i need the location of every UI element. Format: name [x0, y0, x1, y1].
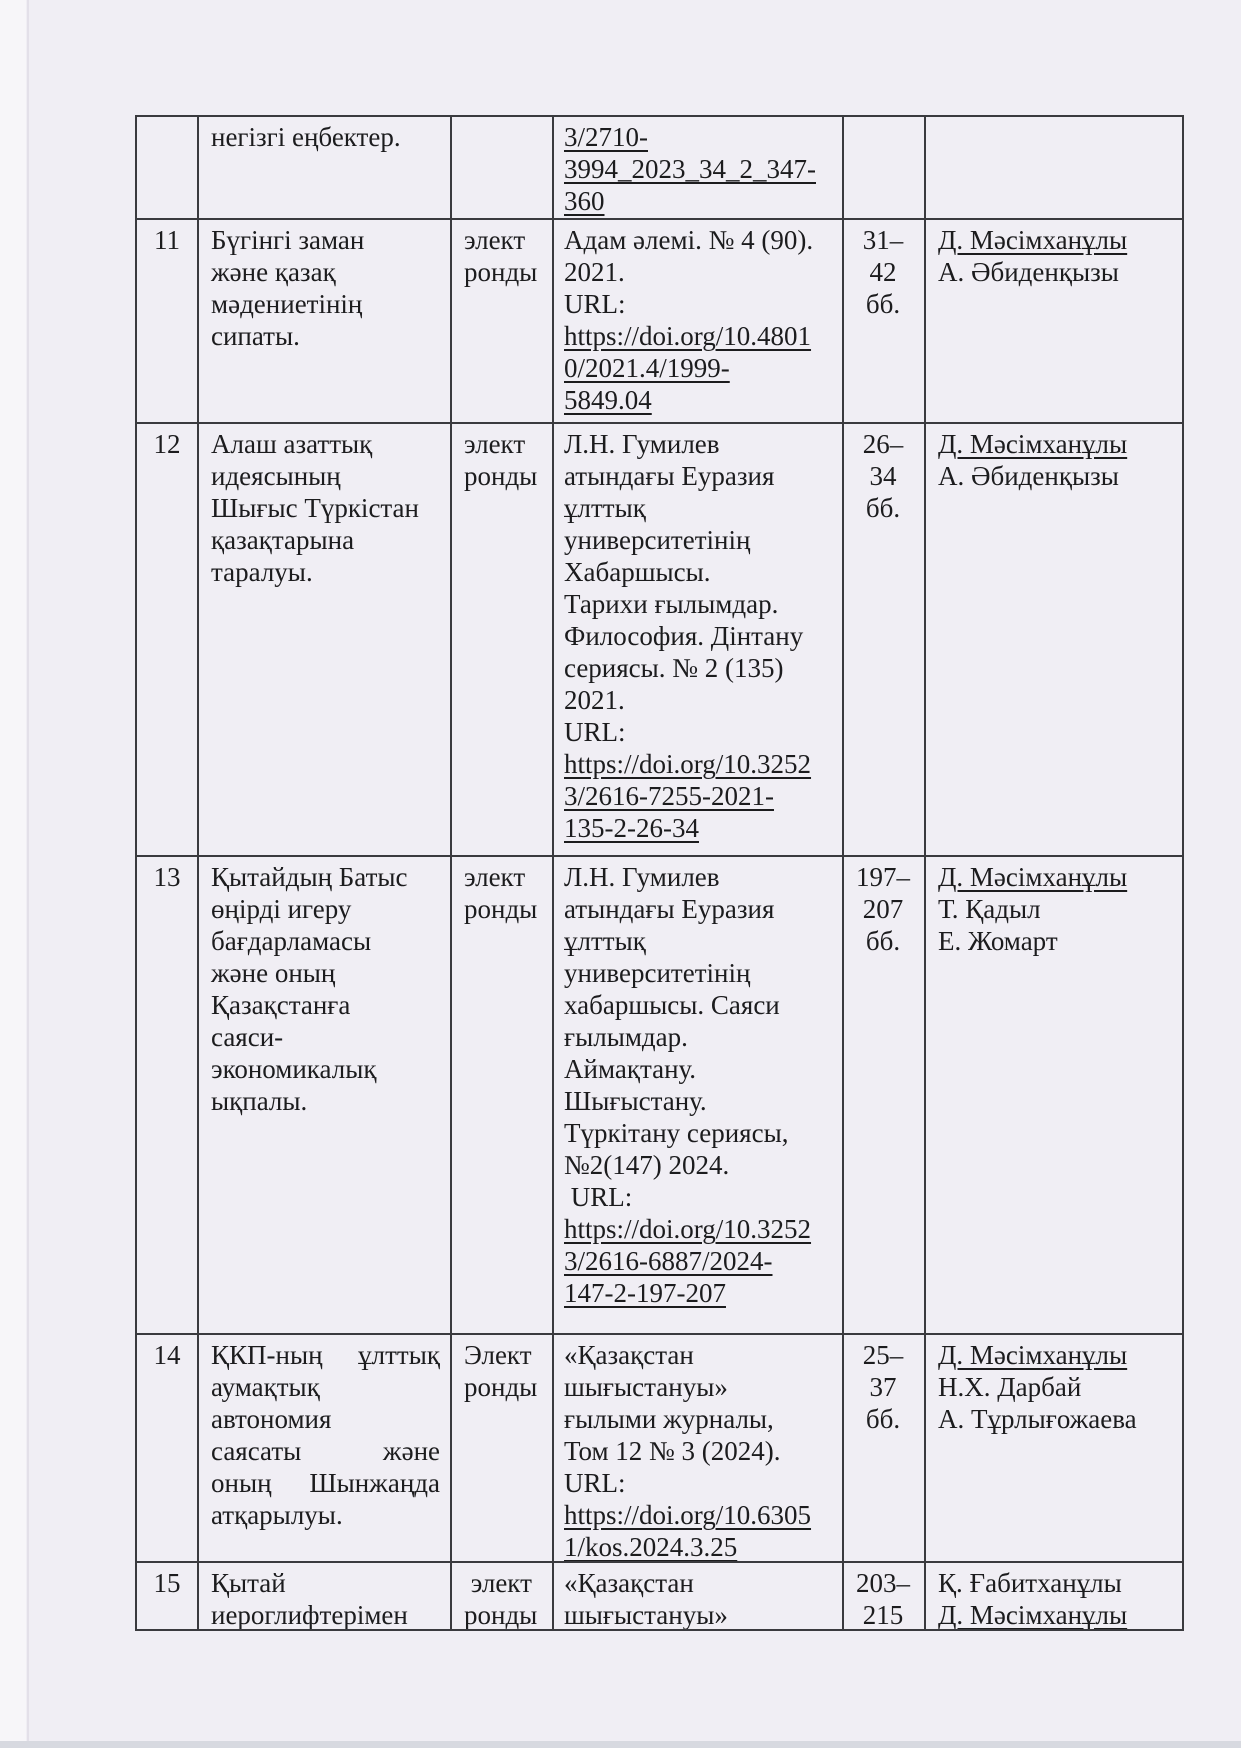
title-line: қазақтарына [211, 525, 355, 555]
title-line: Алаш азаттық [211, 429, 373, 459]
pages-cell [844, 424, 926, 855]
authors-cell [926, 1335, 1182, 1561]
row-number-cell [137, 220, 199, 422]
doi-link: 135-2-26-34 [564, 813, 699, 843]
source-cell [554, 1563, 844, 1629]
source-line: Философия. Дінтану [564, 621, 804, 651]
doi-link: 360 [564, 186, 605, 216]
title-line: иероглифтерімен [211, 1600, 408, 1629]
author-name: А. Әбиденқызы [938, 257, 1119, 287]
format-cell [452, 857, 554, 1333]
source-line: Аймақтану. [564, 1054, 697, 1084]
source-line: «Қазақстан [564, 1340, 694, 1370]
author-name: Д. Мәсімханұлы [938, 862, 1128, 892]
pages-cell [844, 857, 926, 1333]
table-row [137, 117, 1182, 220]
row-number-cell [137, 424, 199, 855]
title-line: оның Шынжаңда [211, 1468, 440, 1498]
title-line: Қытай [211, 1568, 286, 1598]
table-row [137, 857, 1182, 1335]
pages-line: бб. [865, 1404, 901, 1434]
author-name: А. Тұрлығожаева [938, 1404, 1137, 1434]
doi-link: https://doi.org/10.6305 [564, 1500, 812, 1530]
pages-line: 25– [862, 1340, 904, 1370]
pages-cell [844, 1563, 926, 1629]
source-line: ұлттық [564, 493, 646, 523]
source-line: сериясы. № 2 (135) [564, 653, 784, 683]
doi-link: 3/2710- [564, 122, 648, 152]
title-cell [199, 857, 452, 1333]
pages-line: 215 [862, 1600, 904, 1629]
title-line: аумақтық [211, 1372, 320, 1402]
pages-line: бб. [865, 926, 901, 956]
row-number-cell [137, 857, 199, 1333]
source-line: хабаршысы. Саяси [564, 990, 780, 1020]
title-line: негізгі еңбектер. [211, 122, 401, 152]
title-cell [199, 424, 452, 855]
format-cell [452, 1563, 554, 1629]
row-number-cell [137, 117, 199, 218]
table-row [137, 1335, 1182, 1563]
author-name: Н.Х. Дарбай [938, 1372, 1082, 1402]
title-line: Қазақстанға [211, 990, 351, 1020]
format-line: элект [464, 862, 526, 892]
pages-line: 203– [856, 1568, 910, 1598]
doi-link: 3994_2023_34_2_347- [564, 154, 816, 184]
row-number-cell [137, 1335, 199, 1561]
author-name: Т. Қадыл [938, 894, 1041, 924]
pages-line: 207 [862, 894, 904, 924]
pages-cell [844, 220, 926, 422]
doi-link: 5849.04 [564, 385, 652, 415]
authors-cell [926, 117, 1182, 218]
title-line: Бүгінгі заман [211, 225, 365, 255]
source-line: Л.Н. Гумилев [564, 862, 720, 892]
source-line: атындағы Еуразия [564, 461, 775, 491]
row-number: 11 [154, 225, 180, 255]
doi-link: https://doi.org/10.3252 [564, 749, 812, 779]
source-cell [554, 1335, 844, 1561]
doi-link: 147-2-197-207 [564, 1278, 726, 1308]
format-line: ронды [464, 1372, 538, 1402]
format-cell [452, 220, 554, 422]
pages-cell [844, 1335, 926, 1561]
author-name: Д. Мәсімханұлы [938, 225, 1128, 255]
table-row [137, 220, 1182, 424]
title-cell [199, 1563, 452, 1629]
author-name: Д. Мәсімханұлы [938, 429, 1128, 459]
source-cell [554, 220, 844, 422]
row-number: 14 [153, 1340, 181, 1370]
doi-link: 3/2616-6887/2024- [564, 1246, 773, 1276]
title-line: ықпалы. [211, 1086, 308, 1116]
source-line: URL: [564, 289, 626, 319]
author-name: Д. Мәсімханұлы [938, 1600, 1128, 1629]
source-line: ұлттық [564, 926, 646, 956]
doi-link: https://doi.org/10.4801 [564, 321, 812, 351]
source-line: Том 12 № 3 (2024). [564, 1436, 781, 1466]
title-line: экономикалық [211, 1054, 377, 1084]
title-line: Шығыс Түркістан [211, 493, 419, 523]
pages-line: 31– [862, 225, 904, 255]
source-line: URL: [564, 717, 626, 747]
pages-line: 197– [856, 862, 910, 892]
format-line: ронды [464, 1600, 538, 1629]
title-line: мәдениетінің [211, 289, 363, 319]
authors-cell [926, 220, 1182, 422]
source-line: №2(147) 2024. [564, 1150, 730, 1180]
source-line: 2021. [564, 257, 625, 287]
source-line: ғылымдар. [564, 1022, 688, 1052]
table-row [137, 424, 1182, 857]
pages-line: 37 [869, 1372, 897, 1402]
source-line: URL: [564, 1468, 626, 1498]
title-line: сипаты. [211, 321, 300, 351]
source-line: ғылыми журналы, [564, 1404, 774, 1434]
page-left-edge [0, 0, 26, 1748]
table-row [137, 1563, 1182, 1629]
format-line: элект [464, 225, 526, 255]
title-line: және оның [211, 958, 336, 988]
title-cell [199, 117, 452, 218]
title-line: Қытайдың Батыс [211, 862, 408, 892]
authors-cell [926, 1563, 1182, 1629]
source-line: Тарихи ғылымдар. [564, 589, 779, 619]
source-line: университетінің [564, 958, 751, 988]
row-number: 15 [153, 1568, 181, 1598]
pages-line: 34 [869, 461, 897, 491]
source-line: «Қазақстан [564, 1568, 694, 1598]
source-line: университетінің [564, 525, 751, 555]
authors-cell [926, 424, 1182, 855]
format-cell [452, 117, 554, 218]
source-line: Шығыстану. [564, 1086, 707, 1116]
format-line: Элект [464, 1340, 532, 1370]
doi-link: 1/kos.2024.3.25 [564, 1532, 738, 1561]
format-line: элект [464, 429, 526, 459]
doi-link: https://doi.org/10.3252 [564, 1214, 812, 1244]
source-line: Л.Н. Гумилев [564, 429, 720, 459]
format-line: ронды [464, 461, 538, 491]
source-line: Адам әлемі. № 4 (90). [564, 225, 814, 255]
source-line: атындағы Еуразия [564, 894, 775, 924]
scanner-edge-bottom [0, 1741, 1241, 1748]
authors-cell [926, 857, 1182, 1333]
publications-table [135, 115, 1184, 1631]
doi-link: 3/2616-7255-2021- [564, 781, 774, 811]
source-cell [554, 857, 844, 1333]
title-line: саяси- [211, 1022, 284, 1052]
title-line: автономия [211, 1404, 332, 1434]
format-line: ронды [464, 894, 538, 924]
author-name: А. Әбиденқызы [938, 461, 1119, 491]
author-name: Қ. Ғабитханұлы [938, 1568, 1122, 1598]
source-line: шығыстануы» [564, 1600, 728, 1629]
format-line: ронды [464, 257, 538, 287]
title-line: ҚКП-ның ұлттық [211, 1340, 440, 1370]
source-line: URL: [564, 1182, 633, 1212]
doi-link: 0/2021.4/1999- [564, 353, 730, 383]
pages-line: 26– [862, 429, 904, 459]
source-cell [554, 117, 844, 218]
format-cell [452, 424, 554, 855]
title-line: өңірді игеру [211, 894, 352, 924]
row-number: 13 [153, 862, 181, 892]
source-line: Хабаршысы. [564, 557, 711, 587]
format-line: элект [464, 1568, 532, 1598]
title-line: таралуы. [211, 557, 313, 587]
source-line: 2021. [564, 685, 625, 715]
title-line: саясаты және [211, 1436, 440, 1466]
source-cell [554, 424, 844, 855]
title-line: идеясының [211, 461, 341, 491]
title-line: бағдарламасы [211, 926, 372, 956]
author-name: Д. Мәсімханұлы [938, 1340, 1128, 1370]
title-line: және қазақ [211, 257, 336, 287]
pages-line: 42 [869, 257, 897, 287]
row-number: 12 [153, 429, 181, 459]
title-line: атқарылуы. [211, 1500, 343, 1530]
pages-cell [844, 117, 926, 218]
title-cell [199, 220, 452, 422]
pages-line: бб. [865, 289, 901, 319]
title-cell [199, 1335, 452, 1561]
pages-line: бб. [865, 493, 901, 523]
page-fold-crease [27, 0, 29, 1748]
source-line: шығыстануы» [564, 1372, 728, 1402]
author-name: Е. Жомарт [938, 926, 1058, 956]
format-cell [452, 1335, 554, 1561]
row-number-cell [137, 1563, 199, 1629]
source-line: Түркітану сериясы, [564, 1118, 789, 1148]
